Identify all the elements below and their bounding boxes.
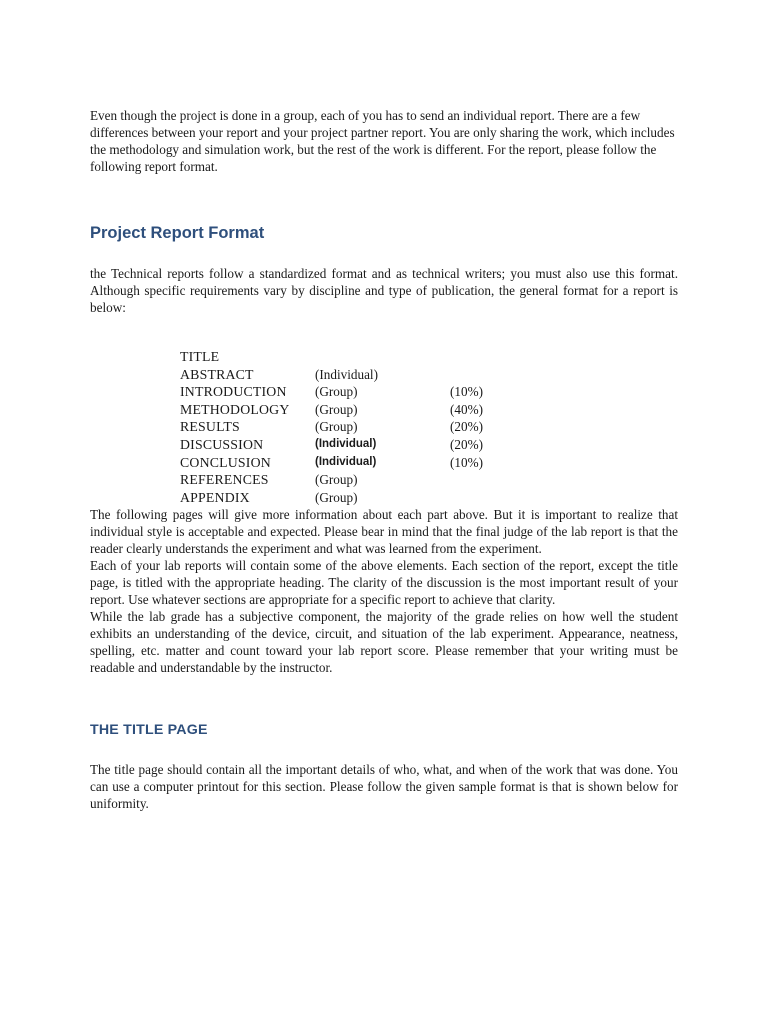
format-section-type xyxy=(315,348,450,366)
lab-grade-paragraph: While the lab grade has a subjective component, the majority of the grade relies on how well the student exhibits an understanding of the device, circuit, and situation of the lab experiment. Appearance, neatness, spelling, etc. matter and count toward your lab report score. Please remember that your writing must be readable and understandable by the instructor. xyxy=(90,609,678,676)
format-section-percent: (20%) xyxy=(450,419,483,435)
document-page xyxy=(90,107,678,812)
title-page-heading: THE TITLE PAGE xyxy=(90,722,208,739)
format-section-name: RESULTS xyxy=(180,419,240,435)
project-report-format-heading: Project Report Format xyxy=(90,224,265,242)
format-section-percent xyxy=(450,366,483,384)
format-section-percent xyxy=(450,489,483,507)
format-row xyxy=(180,454,483,472)
format-section-percent: (40%) xyxy=(450,401,483,417)
format-section-type: (Group) xyxy=(315,384,358,400)
format-section-type: (Individual) xyxy=(315,455,377,468)
format-section-percent xyxy=(450,348,483,366)
format-row xyxy=(180,436,483,454)
title-page-paragraph: The title page should contain all the important details of who, what, and when of the work that was done. You can use a computer printout for this section. Please follow the given sample format is that is shown below for uniformity. xyxy=(90,762,678,812)
format-section-percent: (20%) xyxy=(450,436,483,452)
more-information-paragraph: The following pages will give more information about each part above. But it is important to realize that individual style is acceptable and expected. Please bear in mind that the final judge of the lab report is that the reader clearly understands the experiment and what was learned from the experiment. xyxy=(90,507,678,557)
format-section-percent: (10%) xyxy=(450,384,483,400)
format-section-name: ABSTRACT xyxy=(180,366,254,382)
format-section-type: (Group) xyxy=(315,472,358,488)
format-row xyxy=(180,471,483,489)
format-section-percent xyxy=(450,471,483,489)
format-row xyxy=(180,383,483,401)
format-row xyxy=(180,401,483,419)
format-section-name: APPENDIX xyxy=(180,489,250,505)
format-section-name: REFERENCES xyxy=(180,472,269,488)
format-section-name: TITLE xyxy=(180,349,220,364)
lab-report-elements-paragraph: Each of your lab reports will contain some of the above elements. Each section of the report, except the title page, is titled with the appropriate heading. The clarity of the discussion is the most important result of your report. Use whatever sections are appropriate for a specific report to achieve that clarity. xyxy=(90,558,678,608)
format-section-type: (Individual) xyxy=(315,437,377,450)
format-section-name: DISCUSSION xyxy=(180,436,264,452)
format-section-type: (Individual) xyxy=(315,366,378,382)
format-row xyxy=(180,418,483,436)
format-section-name: METHODOLOGY xyxy=(180,401,290,417)
format-row xyxy=(180,489,483,507)
format-section-type: (Group) xyxy=(315,489,358,505)
format-description-paragraph: the Technical reports follow a standardized format and as technical writers; you must also use this format. Although specific requirements vary by discipline and type of publication, the general format for a report is below: xyxy=(90,266,678,315)
format-section-name: INTRODUCTION xyxy=(180,384,287,400)
format-section-type: (Group) xyxy=(315,419,358,435)
format-section-type: (Group) xyxy=(315,401,358,417)
format-section-name: CONCLUSION xyxy=(180,454,271,470)
report-format-table xyxy=(180,348,483,506)
intro-paragraph: Even though the project is done in a group, each of you has to send an individual report. There are a few differences between your report and your project partner report. You are only sharing the work, which includes the methodology and simulation work, but the rest of the work is different. For the report, please follow the following report format. xyxy=(90,108,675,174)
format-row xyxy=(180,366,483,384)
format-section-percent: (10%) xyxy=(450,454,483,470)
format-row xyxy=(180,348,483,366)
